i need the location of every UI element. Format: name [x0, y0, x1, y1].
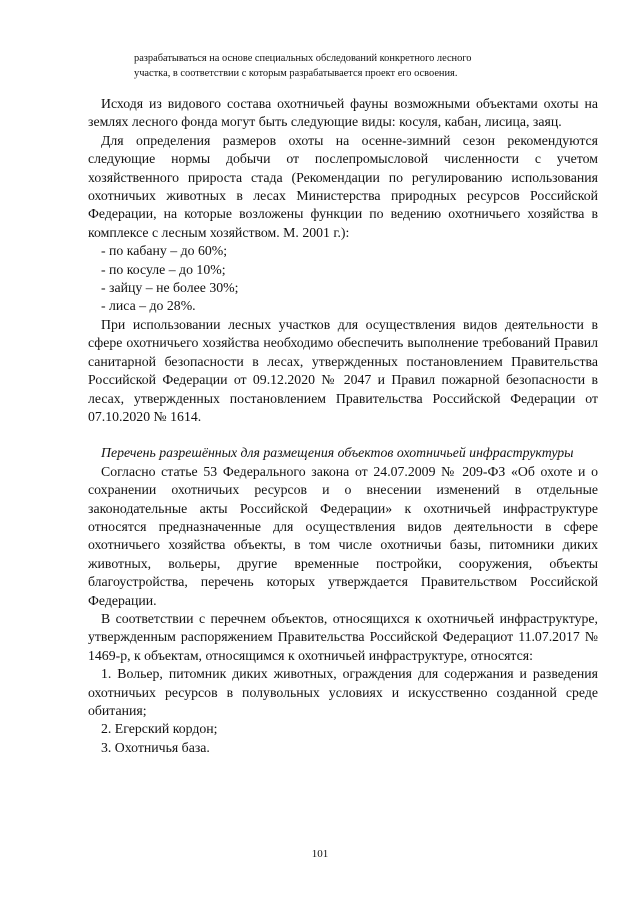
paragraph-infrastructure-list-intro: В соответствии с перечнем объектов, относящихся к охотничьей инфраструктуре, утвержденным распоряжением Правительства Российской Федерациот 11.07.2017 № 1469-р, к объектам, относящимся к охотничьей инфраструктуре, относятся:: [88, 610, 598, 663]
list-item-boar: - по кабану – до 60%;: [101, 243, 228, 259]
footnote-line-1: разрабатываться на основе специальных обследований конкретного лесного: [134, 53, 472, 64]
list-item-enclosure: 1. Вольер, питомник диких животных, ограждения для содержания и разведения охотничьих ресурсов в полувольных условиях и искусственно созданной среде обитания;: [88, 666, 598, 718]
list-item-fox: - лиса – до 28%.: [101, 298, 196, 314]
list-item-roe-deer: - по косуле – до 10%;: [101, 261, 226, 277]
paragraph-species: Исходя из видового состава охотничьей фауны возможными объектами охоты на землях лесного фонда могут быть следующие виды: косуля, кабан, лисица, заяц.: [88, 96, 598, 130]
body-text: [88, 95, 598, 757]
section-heading: Перечень разрешённых для размещения объектов охотничьей инфраструктуры: [101, 445, 574, 461]
paragraph-safety-rules: При использовании лесных участков для осуществления видов деятельности в сфере охотничьего хозяйства необходимо обеспечить выполнение требований Правил санитарной безопасности в лесах, утвержденных постановлением Правительства Российской Федерации от 09.12.2020 № 2047 и Правил пожарной безопасности в лесах, утвержденных постановлением Правительства Российской Федерации от 07.10.2020 № 1614.: [88, 316, 598, 424]
list-item-hare: - зайцу – не более 30%;: [101, 280, 239, 296]
paragraph-law-article: Согласно статье 53 Федерального закона от 24.07.2009 № 209-ФЗ «Об охоте и о сохранении охотничьих ресурсов и о внесении изменений в отдельные законодательные акты Российской Федерации» к охотничьей инфраструктуре относятся предназначенные для осуществления видов деятельности в сфере охотничьего хозяйства объекты, в том числе охотничьи базы, питомники диких животных, вольеры, другие временные постройки, сооружения, объекты благоустройства, перечень которых утверждается Правительством Российской Федерации.: [88, 463, 598, 608]
list-item-ranger-post: 2. Егерский кордон;: [101, 721, 218, 737]
page-number: 101: [311, 848, 329, 860]
paragraph-hunting-norms: Для определения размеров охоты на осенне-зимний сезон рекомендуются следующие нормы добычи от послепромысловой численности с учетом хозяйственного прироста стада (Рекомендации по регулированию использования охотничьих животных в лесах Министерства природных ресурсов Российской Федерации, на которые возложены функции по ведению охотничьего хозяйства в комплексе с лесным хозяйством. М. 2001 г.):: [88, 132, 598, 240]
footnote-line-2: участка, в соответствии с которым разрабатывается проект его освоения.: [134, 68, 458, 79]
section-spacer: [88, 426, 598, 444]
list-item-hunting-base: 3. Охотничья база.: [101, 739, 210, 755]
